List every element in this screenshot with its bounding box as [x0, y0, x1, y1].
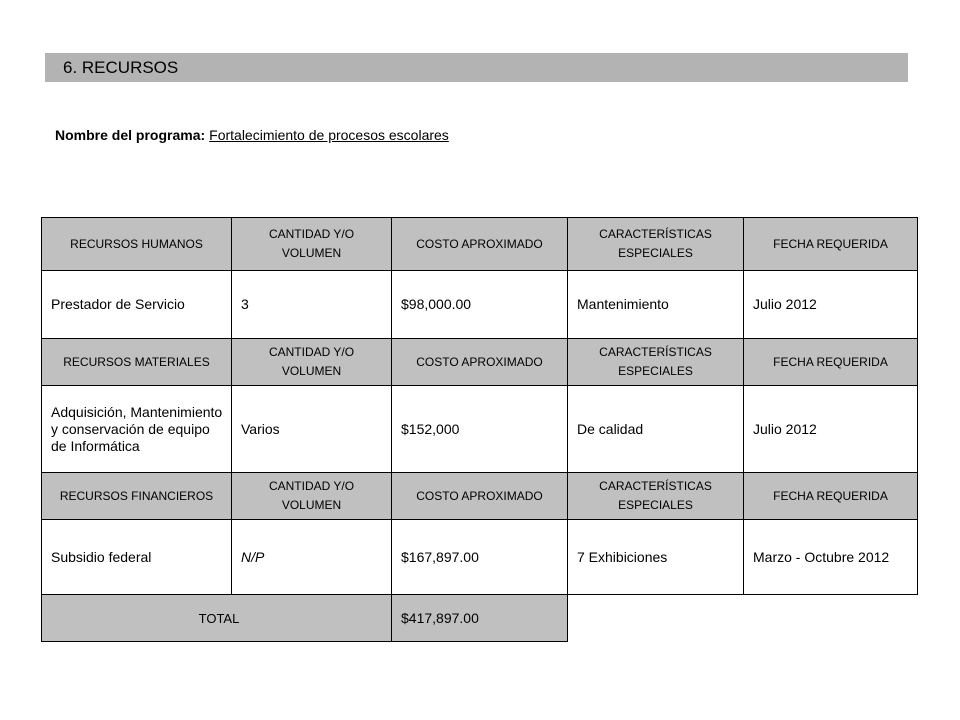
header-cell: RECURSOS FINANCIEROS	[42, 473, 232, 520]
header-row-financial	[42, 473, 918, 520]
characteristics-cell: De calidad	[568, 386, 744, 473]
header-cell: RECURSOS MATERIALES	[42, 339, 232, 386]
header-row-material	[42, 339, 918, 386]
resources-table	[41, 217, 918, 642]
program-value: Fortalecimiento de procesos escolares	[209, 127, 449, 143]
date-cell: Julio 2012	[744, 271, 918, 339]
header-cell: CARACTERÍSTICAS ESPECIALES	[568, 339, 744, 386]
header-cell: CARACTERÍSTICAS ESPECIALES	[568, 218, 744, 271]
header-cell: COSTO APROXIMADO	[392, 473, 568, 520]
header-cell: CANTIDAD Y/O VOLUMEN	[232, 339, 392, 386]
program-label: Nombre del programa:	[55, 127, 206, 143]
quantity-cell: Varios	[232, 386, 392, 473]
cost-cell: $98,000.00	[392, 271, 568, 339]
data-row-material	[42, 386, 918, 473]
header-cell: FECHA REQUERIDA	[744, 218, 918, 271]
cost-cell: $167,897.00	[392, 520, 568, 595]
empty-cell	[744, 595, 918, 642]
header-cell: CARACTERÍSTICAS ESPECIALES	[568, 473, 744, 520]
date-cell: Marzo - Octubre 2012	[744, 520, 918, 595]
section-header-bar	[45, 53, 908, 82]
cost-cell: $152,000	[392, 386, 568, 473]
header-cell: CANTIDAD Y/O VOLUMEN	[232, 218, 392, 271]
resource-cell: Adquisición, Mantenimiento y conservación de equipo de Informática	[42, 386, 232, 473]
header-row-human	[42, 218, 918, 271]
characteristics-cell: 7 Exhibiciones	[568, 520, 744, 595]
resource-cell: Subsidio federal	[42, 520, 232, 595]
section-title: 6. RECURSOS	[63, 58, 179, 77]
date-cell: Julio 2012	[744, 386, 918, 473]
data-row-financial	[42, 520, 918, 595]
quantity-cell: 3	[232, 271, 392, 339]
resource-cell: Prestador de Servicio	[42, 271, 232, 339]
empty-cell	[568, 595, 744, 642]
header-cell: FECHA REQUERIDA	[744, 473, 918, 520]
header-cell: COSTO APROXIMADO	[392, 339, 568, 386]
data-row-human	[42, 271, 918, 339]
total-label: TOTAL	[42, 595, 392, 642]
program-name	[55, 127, 449, 143]
header-cell: RECURSOS HUMANOS	[42, 218, 232, 271]
header-cell: COSTO APROXIMADO	[392, 218, 568, 271]
characteristics-cell: Mantenimiento	[568, 271, 744, 339]
total-value: $417,897.00	[392, 595, 568, 642]
quantity-cell: N/P	[232, 520, 392, 595]
total-row	[42, 595, 918, 642]
header-cell: CANTIDAD Y/O VOLUMEN	[232, 473, 392, 520]
header-cell: FECHA REQUERIDA	[744, 339, 918, 386]
